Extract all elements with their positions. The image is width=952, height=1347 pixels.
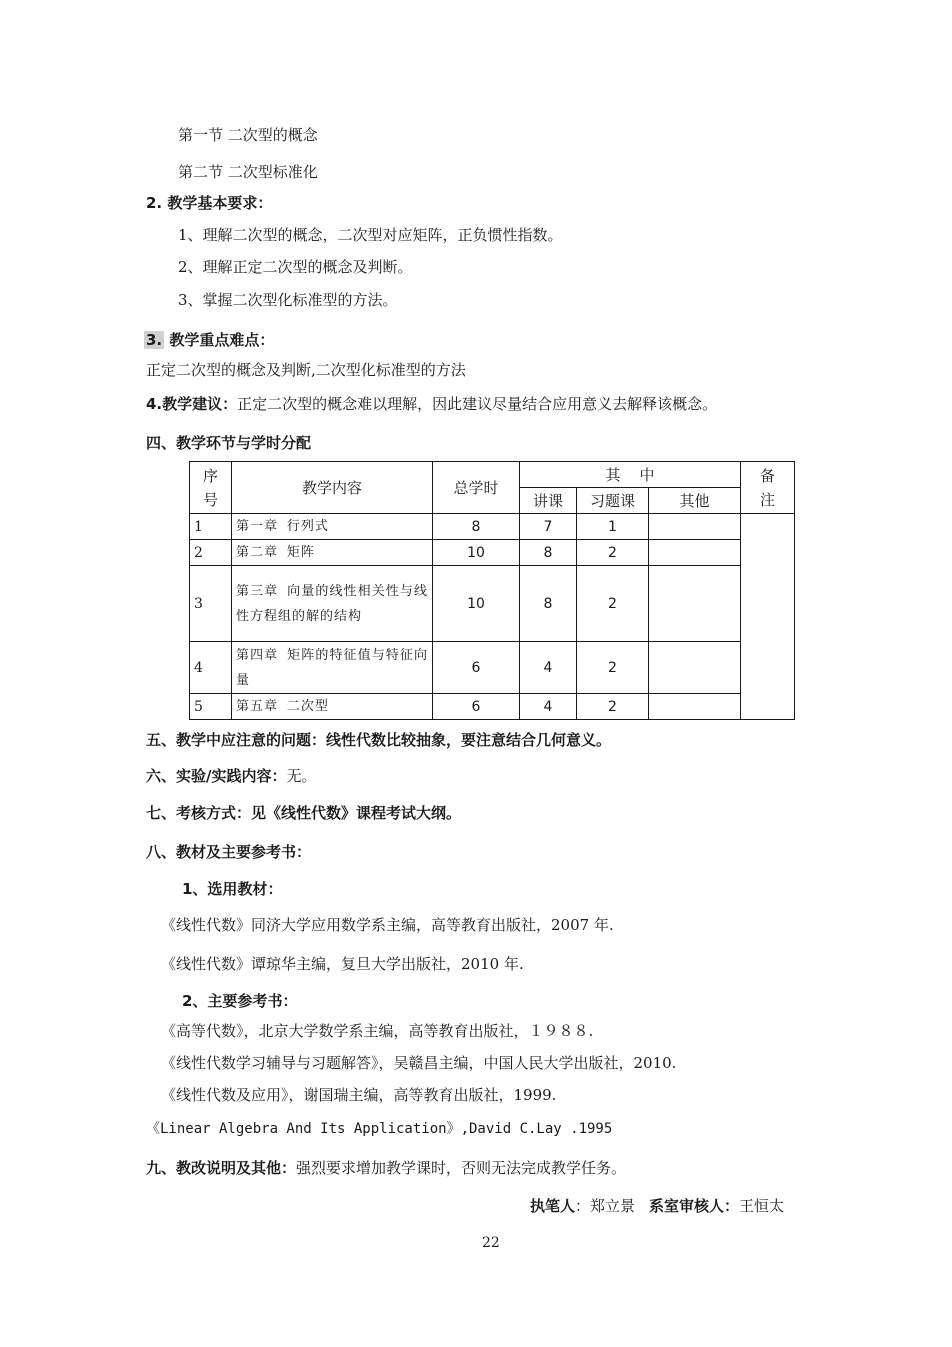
table-row xyxy=(190,566,795,642)
references-heading: 2、主要参考书： xyxy=(182,992,298,1010)
english-reference: 《Linear Algebra And Its Application》,David C.Lay .1995 xyxy=(146,1121,613,1137)
signature-line xyxy=(530,1196,784,1216)
row-content: 第二章 矩阵 xyxy=(232,540,433,566)
row-seq: 3 xyxy=(190,566,232,642)
header-remark: 备 注 xyxy=(741,462,795,514)
key-points-heading xyxy=(144,330,274,350)
section9-text: 强烈要求增加教学课时，否则无法完成教学任务。 xyxy=(296,1159,627,1177)
header-content: 教学内容 xyxy=(232,462,433,514)
reference-item: 《线性代数学习辅导与习题解答》，吴赣昌主编，中国人民大学出版社，2010. xyxy=(161,1054,677,1072)
header-lecture: 讲课 xyxy=(520,488,577,514)
writer-name: ：郑立景 xyxy=(575,1197,636,1215)
row-other xyxy=(649,694,741,720)
reviewer-label: 系室审核人： xyxy=(649,1197,740,1215)
key-points-text: 正定二次型的概念及判断,二次型化标准型的方法 xyxy=(146,361,466,379)
row-lecture: 8 xyxy=(520,566,577,642)
row-seq: 1 xyxy=(190,514,232,540)
writer-label: 执笔人 xyxy=(530,1197,576,1215)
remark-cell xyxy=(741,514,795,720)
row-content: 第一章 行列式 xyxy=(232,514,433,540)
row-lecture: 4 xyxy=(520,642,577,694)
section8-heading: 八、教材及主要参考书： xyxy=(146,843,312,861)
header-total: 总学时 xyxy=(433,462,520,514)
section9-heading: 九、教改说明及其他： xyxy=(146,1159,297,1177)
textbooks-heading: 1、选用教材： xyxy=(182,880,283,898)
table-row xyxy=(190,540,795,566)
row-content: 第五章 二次型 xyxy=(232,694,433,720)
textbook-item: 《线性代数》同济大学应用数学系主编，高等教育出版社，2007 年. xyxy=(161,916,614,934)
row-lecture: 7 xyxy=(520,514,577,540)
row-exercise: 2 xyxy=(577,694,649,720)
section-title-2: 第二节 二次型标准化 xyxy=(178,163,318,181)
suggestion-line xyxy=(146,394,717,414)
row-other xyxy=(649,566,741,642)
table-row xyxy=(190,514,795,540)
row-seq: 4 xyxy=(190,642,232,694)
section4-heading: 四、教学环节与学时分配 xyxy=(146,434,312,452)
row-lecture: 8 xyxy=(520,540,577,566)
row-total: 6 xyxy=(433,694,520,720)
hours-table xyxy=(189,461,795,720)
reference-item: 《线性代数及应用》，谢国瑞主编，高等教育出版社，1999. xyxy=(161,1086,557,1104)
key-points-number: 3. xyxy=(146,331,163,349)
header-other: 其他 xyxy=(649,488,741,514)
header-seq: 序 号 xyxy=(190,462,232,514)
row-content: 第三章 向量的线性相关性与线性方程组的解的结构 xyxy=(232,566,433,642)
section-title-1: 第一节 二次型的概念 xyxy=(178,126,318,144)
section9 xyxy=(146,1158,626,1178)
textbook-item: 《线性代数》谭琼华主编，复旦大学出版社，2010 年. xyxy=(161,955,524,973)
reference-item: 《高等代数》，北京大学数学系主编，高等教育出版社，１９８８. xyxy=(161,1022,594,1040)
row-other xyxy=(649,540,741,566)
section6 xyxy=(146,766,317,786)
header-among: 其 中 xyxy=(520,462,741,488)
row-other xyxy=(649,642,741,694)
requirements-heading: 2. 教学基本要求： xyxy=(146,194,273,212)
table-row xyxy=(190,642,795,694)
row-exercise: 2 xyxy=(577,566,649,642)
section5: 五、教学中应注意的问题：线性代数比较抽象，要注意结合几何意义。 xyxy=(146,731,612,749)
row-total: 8 xyxy=(433,514,520,540)
section7: 七、考核方式：见《线性代数》课程考试大纲。 xyxy=(146,804,462,822)
table-row xyxy=(190,694,795,720)
header-exercise: 习题课 xyxy=(577,488,649,514)
row-exercise: 1 xyxy=(577,514,649,540)
row-exercise: 2 xyxy=(577,642,649,694)
section6-heading: 六、实验/实践内容： xyxy=(146,767,287,785)
row-exercise: 2 xyxy=(577,540,649,566)
key-points-heading-text: 教学重点难点： xyxy=(164,331,275,349)
requirement-item: 2、理解正定二次型的概念及判断。 xyxy=(178,258,413,276)
page-number: 22 xyxy=(482,1235,500,1251)
section6-text: 无。 xyxy=(286,767,317,785)
suggestion-text: 正定二次型的概念难以理解，因此建议尽量结合应用意义去解释该概念。 xyxy=(237,395,718,413)
row-total: 10 xyxy=(433,540,520,566)
suggestion-heading: 4.教学建议： xyxy=(146,395,238,413)
row-content: 第四章 矩阵的特征值与特征向量 xyxy=(232,642,433,694)
row-seq: 2 xyxy=(190,540,232,566)
requirement-item: 1、理解二次型的概念，二次型对应矩阵，正负惯性指数。 xyxy=(178,226,563,244)
requirement-item: 3、掌握二次型化标准型的方法。 xyxy=(178,291,398,309)
reviewer-name: 王恒太 xyxy=(739,1197,785,1215)
row-lecture: 4 xyxy=(520,694,577,720)
row-other xyxy=(649,514,741,540)
row-total: 10 xyxy=(433,566,520,642)
row-total: 6 xyxy=(433,642,520,694)
row-seq: 5 xyxy=(190,694,232,720)
